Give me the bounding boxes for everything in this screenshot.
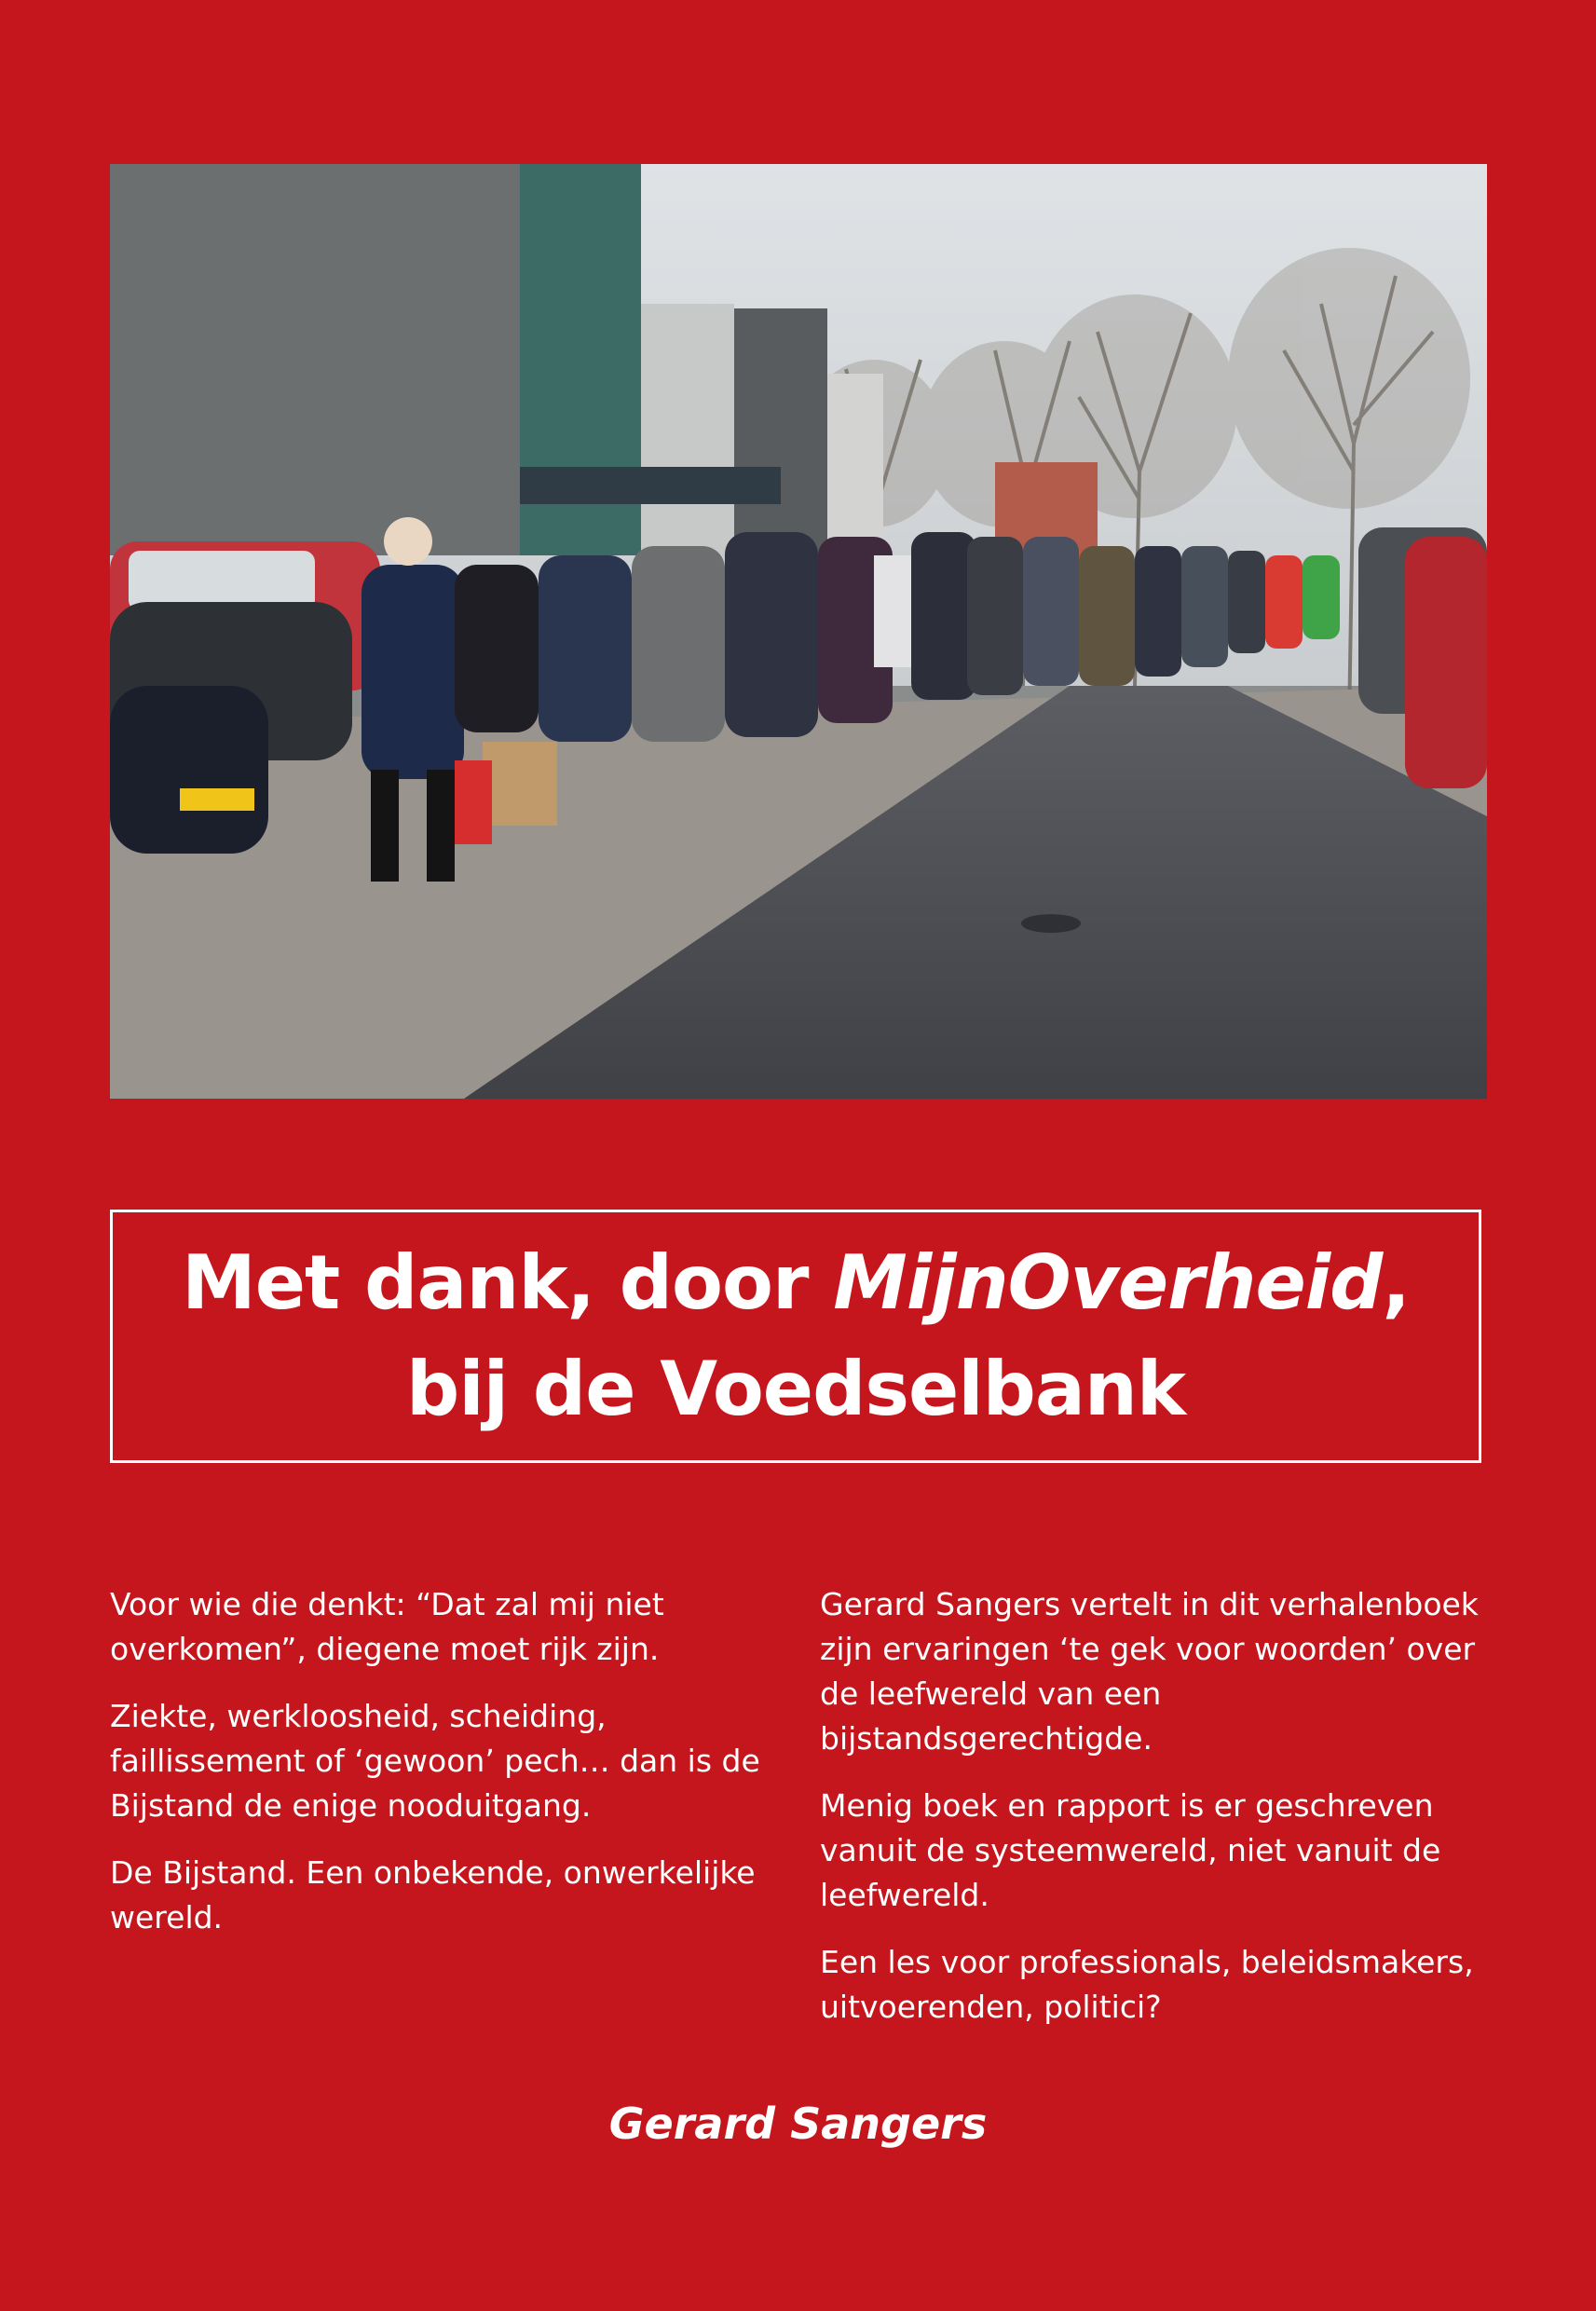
right-paragraph-2: Menig boek en rapport is er geschreven vanuit de systeemwereld, niet vanuit de leefwereld. (820, 1787, 1441, 1913)
title-box (110, 1210, 1481, 1463)
left-paragraph-2: Ziekte, werkloosheid, scheiding, faillissement of ‘gewoon’ pech… dan is de Bijstand de enige nooduitgang. (110, 1698, 760, 1824)
title-suffix: , (1382, 1239, 1410, 1326)
title-line-2: bij de Voedselbank (405, 1346, 1186, 1432)
right-paragraph-1: Gerard Sangers vertelt in dit verhalenboek zijn ervaringen ‘te gek voor woorden’ over de leefwereld van een bijstandsgerechtigde. (820, 1586, 1479, 1757)
left-paragraph-1: Voor wie die denkt: “Dat zal mij niet overkomen”, diegene moet rijk zijn. (110, 1586, 664, 1667)
title-italic: MijnOverheid (833, 1239, 1383, 1326)
author-name: Gerard Sangers (608, 2099, 988, 2149)
title-line-1 (182, 1230, 1410, 1336)
right-column (820, 1582, 1491, 2052)
cover-photo (110, 164, 1487, 1099)
right-paragraph-3: Een les voor professionals, beleidsmakers, uitvoerenden, politici? (820, 1944, 1474, 2025)
left-paragraph-3: De Bijstand. Een onbekende, onwerkelijke wereld. (110, 1854, 756, 1935)
queue-at-food-bank-photo-icon (110, 164, 1487, 1099)
title-prefix: Met dank, door (182, 1239, 834, 1326)
left-column (110, 1582, 781, 1962)
